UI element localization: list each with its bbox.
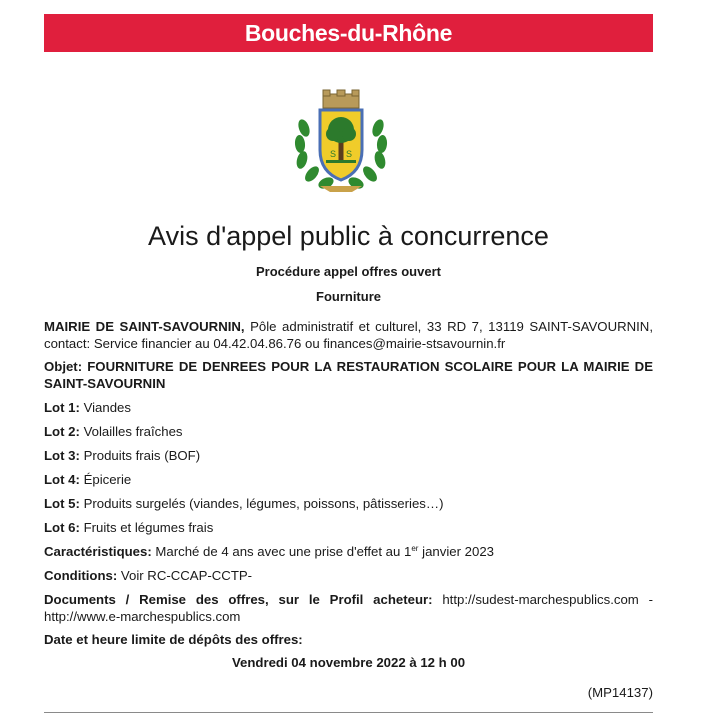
lot-item (44, 399, 653, 416)
conditions-label: Conditions: (44, 568, 118, 583)
buyer-block (44, 318, 653, 352)
lot-text: Produits surgelés (viandes, légumes, poissons, pâtisseries…) (79, 496, 444, 511)
lot-label: Lot 4: (44, 472, 80, 487)
bottom-divider (44, 712, 653, 713)
coat-of-arms-icon (290, 88, 392, 194)
lot-text: Fruits et légumes frais (79, 520, 214, 535)
lot-label: Lot 2: (44, 424, 80, 439)
conditions-block (44, 567, 653, 584)
notice-title: Avis d'appel public à concurrence (148, 221, 549, 251)
reference-code: (MP14137) (587, 685, 653, 700)
characteristics-text-end: janvier 2023 (418, 544, 494, 559)
lot-label: Lot 3: (44, 448, 80, 463)
characteristics-superscript: er (411, 544, 419, 553)
region-banner: Bouches-du-Rhône (44, 14, 653, 52)
lot-text: Volailles fraîches (79, 424, 183, 439)
object-label: Objet: (44, 359, 83, 374)
lot-item (44, 447, 653, 464)
crest-letter-left: S (330, 149, 337, 159)
characteristics-text: Marché de 4 ans avec une prise d'effet au 1 (151, 544, 412, 559)
deadline-value: Vendredi 04 novembre 2022 à 12 h 00 (231, 655, 466, 670)
lot-item (44, 519, 653, 536)
buyer-details: Pôle administratif et culturel, 33 RD 7, 13119 SAINT-SAVOURNIN, contact: Service financier au 04.42.04.86.76 ou finances@mairie-stsavournin.fr (44, 319, 653, 351)
characteristics-block (44, 543, 653, 560)
lot-item (44, 471, 653, 488)
buyer-name: MAIRIE DE SAINT-SAVOURNIN, (44, 319, 245, 334)
lot-label: Lot 6: (44, 520, 80, 535)
notice-body (44, 318, 653, 701)
characteristics-label: Caractéristiques: (44, 544, 152, 559)
deadline-label: Date et heure limite de dépôts des offres: (44, 632, 303, 647)
object-text: FOURNITURE DE DENREES POUR LA RESTAURATION SCOLAIRE POUR LA MAIRIE DE SAINT-SAVOURNIN (44, 359, 653, 391)
contract-type: Fourniture (316, 289, 381, 304)
lot-item (44, 495, 653, 512)
lot-text: Épicerie (79, 472, 132, 487)
lot-text: Viandes (79, 400, 131, 415)
lot-label: Lot 5: (44, 496, 80, 511)
object-block (44, 358, 653, 392)
crest-letter-right: S (346, 149, 353, 159)
deadline-label-line (44, 631, 653, 648)
procedure-line: Procédure appel offres ouvert (256, 264, 441, 279)
documents-block (44, 591, 653, 625)
conditions-text: Voir RC-CCAP-CCTP- (117, 568, 253, 583)
documents-links: http://sudest-marchespublics.com - http://www.e-marchespublics.com (44, 592, 653, 624)
lot-item (44, 423, 653, 440)
documents-label: Documents / Remise des offres, sur le Profil acheteur: (44, 592, 433, 607)
deadline-value-line (44, 654, 653, 671)
lot-text: Produits frais (BOF) (79, 448, 201, 463)
lot-label: Lot 1: (44, 400, 80, 415)
